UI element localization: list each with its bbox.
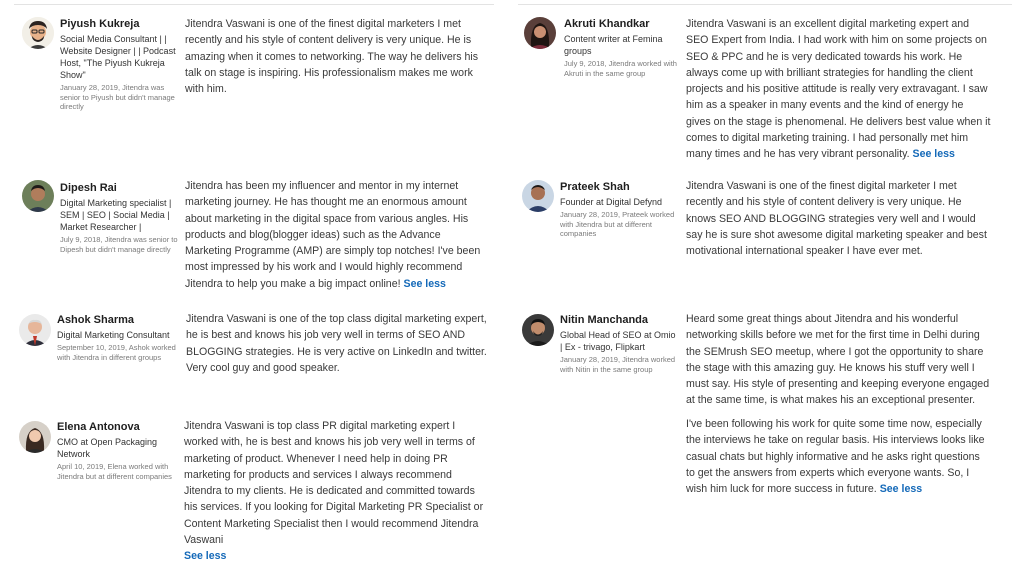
recommendation-body: Jitendra Vaswani is one of the finest digital marketers I met recently and his style of content delivery is very unique. He is amazing when it comes to networking. The way he delivers his talk on stage is inspiring. His professionalism makes me work with him. <box>185 18 479 96</box>
recommender-name[interactable]: Nitin Manchanda <box>560 314 649 326</box>
recommendation-text <box>184 418 489 565</box>
person-info <box>60 17 180 112</box>
recommender-headline: Digital Marketing Consultant <box>57 330 170 340</box>
person-info <box>60 181 180 254</box>
see-less-link[interactable]: See less <box>912 148 955 161</box>
recommender-name[interactable]: Ashok Sharma <box>57 314 135 326</box>
person-info <box>57 313 177 362</box>
recommendation-text <box>185 178 490 292</box>
recommendation-body-second-paragraph: I've been following his work for quite some time now, especially the interviews he take on regular basis. His interviews looks like casual chats but highly informative and he asks right questions to get the answers from experts which everyone wants. So, I wish him luck for more success in future. <box>686 418 985 496</box>
recommender-headline: Social Media Consultant | | Website Designer | | Podcast Host, "The Piyush Kukreja Show" <box>60 34 176 80</box>
see-less-link[interactable]: See less <box>184 550 227 563</box>
recommendation-body: Jitendra Vaswani is one of the finest digital marketer I met recently and his style of content delivery is very unique. He knows SEO AND BLOGGING strategies very well and I would say he is sure shot awesome digital marketing speaker and best motivational international speaker I have ever met. <box>686 180 987 258</box>
recommendation-text-continued <box>686 416 991 497</box>
recommendation-text <box>185 16 490 97</box>
recommender-name[interactable]: Elena Antonova <box>57 421 140 433</box>
recommender-name[interactable]: Akruti Khandkar <box>564 18 650 30</box>
top-divider-right <box>518 4 1012 5</box>
recommendation-text <box>186 311 491 376</box>
recommendation-meta: January 28, 2019, Jitendra was senior to Piyush but didn't manage directly <box>60 83 175 111</box>
recommendation-body: Jitendra Vaswani is an excellent digital marketing expert and SEO Expert from India. I had work with him on some projects on SEO & PPC and he is very dedicated towards his work. He always come up with brilliant strategies for handling the client projects and his positive attitude is really very extravagant. I saw him as a speaker in many events and the kind of energy he gives on the stage is phenomenal. He delivers best value when it comes to digital marketing training. I had personally met him many times and he has very vibrant personality. <box>686 18 991 161</box>
recommender-headline: Digital Marketing specialist | SEM | SEO | Social Media | Market Researcher | <box>60 198 172 232</box>
recommendation-meta: September 10, 2019, Ashok worked with Jitendra in different groups <box>57 343 176 362</box>
recommender-headline: Founder at Digital Defynd <box>560 197 663 207</box>
recommendation-body: Heard some great things about Jitendra and his wonderful networking skills before we met for the first time in Delhi during the SEMrush SEO meetup, where I got the opportunity to share the stage with this amazing guy. He knows his stuff very well I must say. His style of presenting and keeping everyone engaged at the same time, is what makes his an exceptional presenter. <box>686 313 990 407</box>
recommender-headline: CMO at Open Packaging Network <box>57 437 158 459</box>
avatar[interactable] <box>524 17 556 49</box>
recommendation-body: Jitendra Vaswani is one of the top class digital marketing expert, he is best and knows his job very well in terms of SEO AND BLOGGING strategies. He is very active on LinkedIn and twitter. Very cool guy and good speaker. <box>186 313 487 374</box>
person-info <box>560 313 680 374</box>
recommender-name[interactable]: Prateek Shah <box>560 181 630 193</box>
person-info <box>564 17 684 78</box>
recommendation-body: Jitendra has been my influencer and mentor in my internet marketing journey. He has thought me an enormous amount about marketing in the digital space from various angles. His products and blog(blogger ideas) such as the Advance Marketing Programme (AMP) are simply top notches! I've been most impressed by his work and I would highly recommend Jitendra to help you make a big impact online! <box>185 180 481 290</box>
avatar[interactable] <box>522 180 554 212</box>
recommendation-text <box>686 311 991 409</box>
recommendation-meta: July 9, 2018, Jitendra worked with Akruti in the same group <box>564 59 677 78</box>
avatar[interactable] <box>22 17 54 49</box>
avatar[interactable] <box>522 314 554 346</box>
recommendation-meta: January 28, 2019, Prateek worked with Jitendra but at different companies <box>560 210 675 238</box>
recommendation-meta: July 9, 2018, Jitendra was senior to Dipesh but didn't manage directly <box>60 235 178 254</box>
recommender-name[interactable]: Piyush Kukreja <box>60 18 140 30</box>
recommender-headline: Content writer at Femina groups <box>564 34 663 56</box>
recommender-headline: Global Head of SEO at Omio | Ex - trivago, Flipkart <box>560 330 676 352</box>
recommender-name[interactable]: Dipesh Rai <box>60 182 117 194</box>
recommendation-body: Jitendra Vaswani is top class PR digital marketing expert I worked with, he is best and knows his job very well in terms of marketing of product. Whenever I need help in doing PR marketing for products and services I always recommend Jitendra to my clients. He is dedicated and committed towards his services. If you looking for Digital Marketing PR Specialist or Content Marketing Specialist then I would recommend Jitendra Vaswani <box>184 420 484 547</box>
recommendation-meta: January 28, 2019, Jitendra worked with Nitin in the same group <box>560 355 676 374</box>
avatar[interactable] <box>19 421 51 453</box>
recommendation-text <box>686 178 991 259</box>
person-info <box>560 180 680 239</box>
recommendation-meta: April 10, 2019, Elena worked with Jitendra but at different companies <box>57 462 172 481</box>
see-less-link[interactable]: See less <box>403 277 446 290</box>
person-info <box>57 420 177 481</box>
recommendation-text <box>686 16 991 163</box>
avatar[interactable] <box>19 314 51 346</box>
top-divider-left <box>14 4 494 5</box>
see-less-link[interactable]: See less <box>879 483 923 496</box>
avatar[interactable] <box>22 180 54 212</box>
